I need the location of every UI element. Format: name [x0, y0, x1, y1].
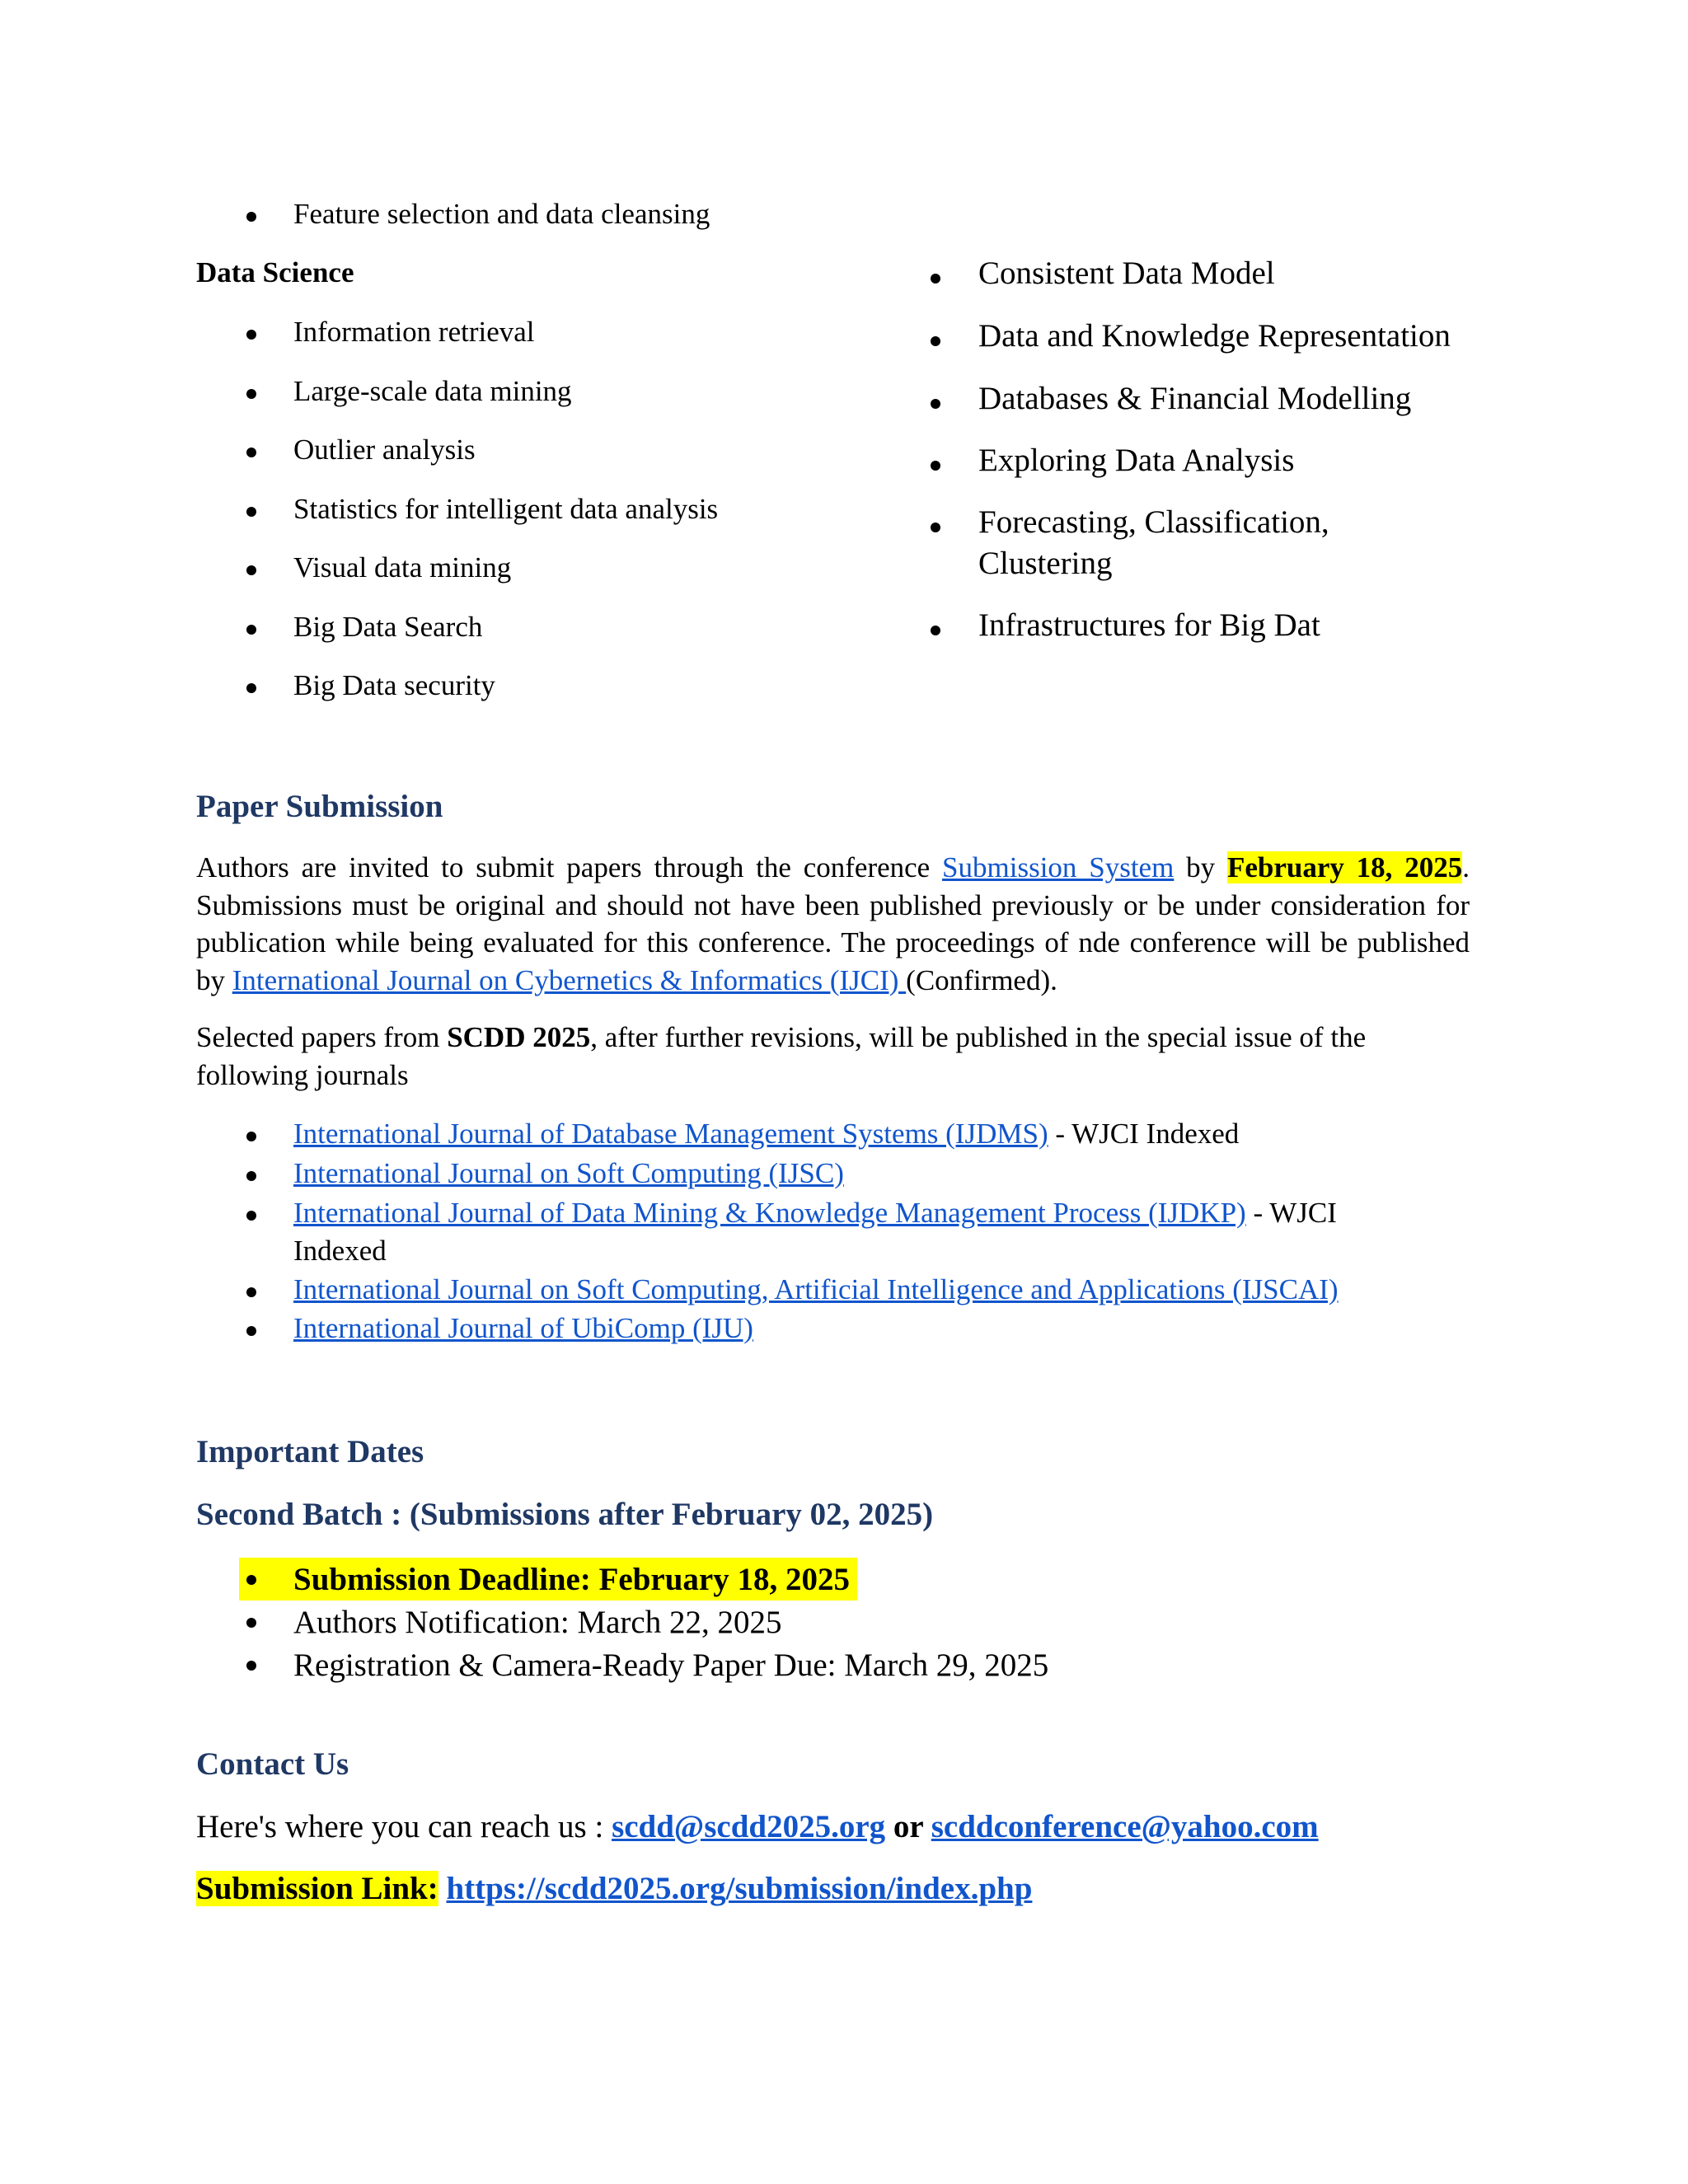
topic-item: Statistics for intelligent data analysis — [293, 493, 719, 525]
contact-heading: Contact Us — [196, 1746, 349, 1782]
topic-item-continued: Clustering — [978, 546, 1113, 581]
bullet — [246, 389, 256, 399]
second-batch-heading: Second Batch : (Submissions after February 02, 2025) — [196, 1497, 934, 1532]
bullet — [246, 1132, 256, 1141]
important-dates-heading: Important Dates — [196, 1434, 424, 1469]
bullet — [931, 626, 940, 635]
bullet — [246, 683, 256, 693]
date-item: Authors Notification: March 22, 2025 — [293, 1605, 782, 1640]
submission-link-line — [196, 1869, 1032, 1909]
journal-item — [293, 1310, 753, 1347]
bullet — [246, 1326, 256, 1336]
topic-item: Big Data security — [293, 669, 495, 701]
bullet — [931, 399, 940, 409]
topic-item: Databases & Financial Modelling — [978, 381, 1412, 416]
topic-item: Data and Knowledge Representation — [978, 318, 1451, 354]
bullet — [246, 1661, 256, 1671]
data-science-heading: Data Science — [196, 256, 354, 288]
bullet — [246, 448, 256, 457]
topic-item: Consistent Data Model — [978, 255, 1275, 291]
bullet — [246, 212, 256, 222]
email-link-secondary[interactable]: scddconference@yahoo.com — [931, 1809, 1319, 1844]
submission-deadline-highlight: February 18, 2025 — [1226, 851, 1463, 883]
journal-link[interactable]: International Journal of Data Mining & Knowledge Management Process (IJDKP) — [293, 1197, 1246, 1229]
topic-item: Big Data Search — [293, 611, 483, 643]
submission-paragraph: Authors are invited to submit papers through the conference Submission System by February 18, 2025. Submissions must be original and should not have been published previously or be under consideration for publication while being evaluated for this conference. The proceedings of nde conference will be published by International Journal on Cybernetics & Informatics (IJCI) (Confirmed). — [196, 851, 1470, 996]
journal-item — [293, 1155, 844, 1192]
bullet — [931, 523, 940, 532]
topic-item: Visual data mining — [293, 551, 512, 583]
bullet — [931, 461, 940, 471]
bullet — [246, 1171, 256, 1181]
journal-link[interactable]: International Journal on Soft Computing, Artificial Intelligence and Applications (IJSCAI) — [293, 1273, 1339, 1305]
bullet — [246, 1287, 256, 1297]
journal-item: International Journal of Data Mining & Knowledge Management Process (IJDKP) - WJCI — [293, 1197, 1337, 1229]
bullet — [246, 330, 256, 340]
submission-link-label: Submission Link: — [196, 1871, 438, 1906]
journal-link[interactable]: International Journal of UbiComp (IJU) — [293, 1312, 753, 1344]
date-item-deadline: Submission Deadline: February 18, 2025 — [293, 1562, 850, 1597]
contact-line: Here's where you can reach us : scdd@scdd2025.org or scddconference@yahoo.com — [196, 1809, 1319, 1844]
topic-item: Large-scale data mining — [293, 375, 572, 407]
topic-item: Exploring Data Analysis — [978, 443, 1295, 478]
topic-item: Forecasting, Classification, — [978, 504, 1329, 540]
topic-item: Feature selection and data cleansing — [293, 198, 710, 230]
journal-link[interactable]: International Journal of Database Management Systems (IJDMS) — [293, 1118, 1048, 1150]
submission-system-link[interactable]: Submission System — [942, 851, 1175, 883]
paper-submission-heading: Paper Submission — [196, 789, 443, 824]
conference-name: SCDD 2025 — [447, 1021, 591, 1053]
topic-item: Information retrieval — [293, 316, 535, 348]
bullet — [246, 625, 256, 635]
bullet — [246, 507, 256, 517]
bullet — [246, 1211, 256, 1221]
journal-item: International Journal of Database Management Systems (IJDMS) - WJCI Indexed — [293, 1118, 1240, 1150]
date-item: Registration & Camera-Ready Paper Due: March 29, 2025 — [293, 1647, 1049, 1683]
journal-item — [293, 1272, 1339, 1308]
topic-item: Infrastructures for Big Dat — [978, 607, 1320, 643]
bullet — [931, 274, 940, 284]
journal-link[interactable]: International Journal on Soft Computing (IJSC) — [293, 1157, 844, 1189]
topic-item: Outlier analysis — [293, 434, 476, 466]
bullet — [246, 1618, 256, 1628]
bullet — [931, 336, 940, 346]
submission-url-link[interactable]: https://scdd2025.org/submission/index.php — [446, 1871, 1033, 1906]
bullet — [246, 1575, 256, 1585]
bullet — [246, 565, 256, 575]
selected-papers-paragraph: Selected papers from SCDD 2025, after further revisions, will be published in the special issue of the following journals — [196, 1021, 1367, 1091]
email-link-primary[interactable]: scdd@scdd2025.org — [612, 1809, 886, 1844]
ijci-journal-link[interactable]: International Journal on Cybernetics & Informatics (IJCI) — [232, 963, 907, 996]
journal-item-continued: Indexed — [293, 1235, 387, 1267]
